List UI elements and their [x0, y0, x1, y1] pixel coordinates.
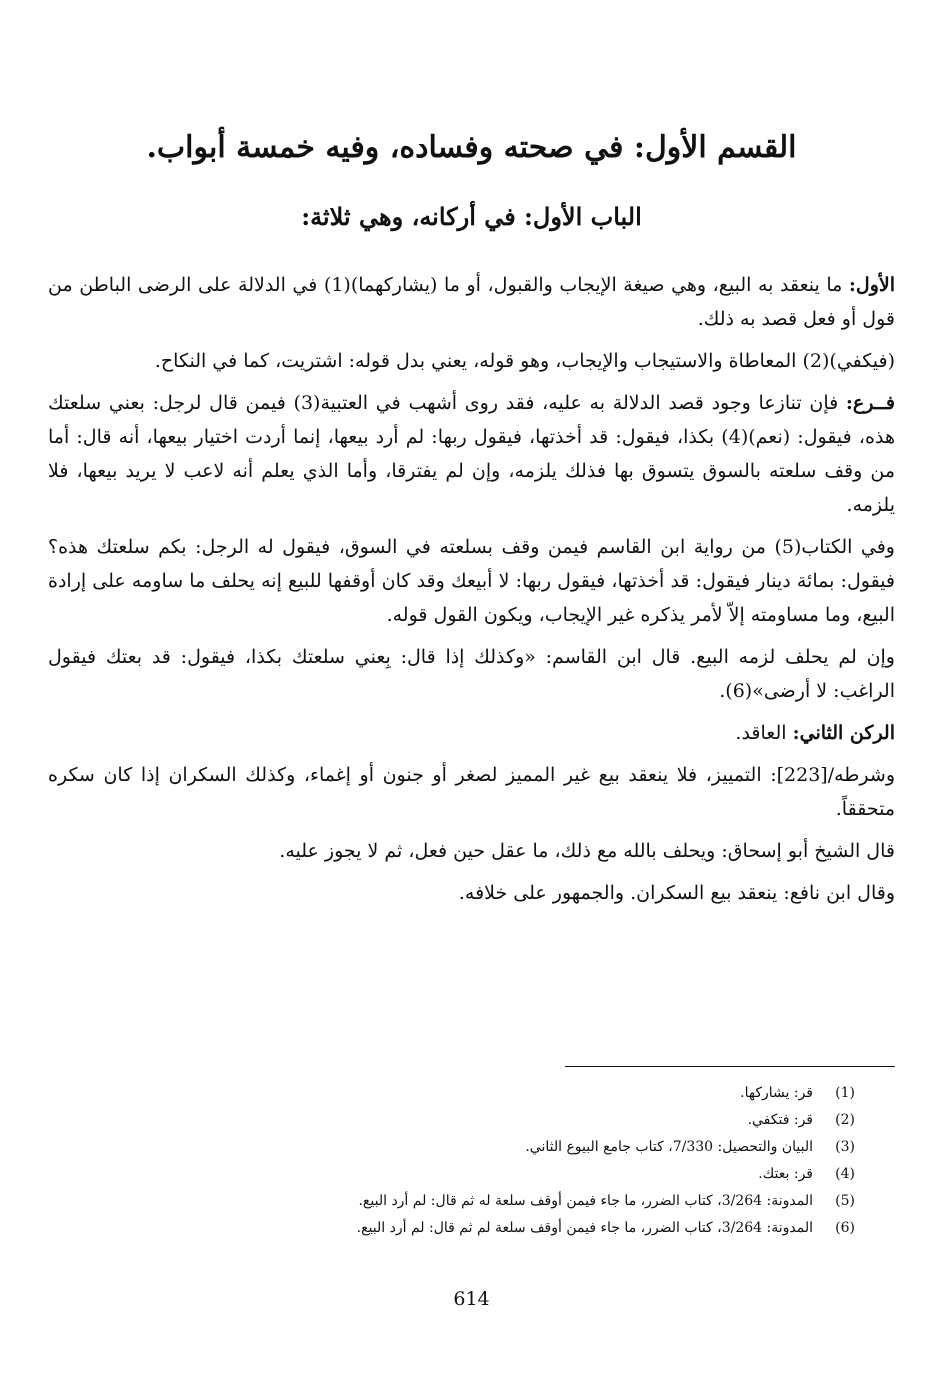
paragraph-text: فإن تنازعا وجود قصد الدلالة به عليه، فقد روى أشهب في العتبية(3) فيمن قال لرجل: بعني سلعتك هذه، فيقول: (نعم)(4) بكذا، فيقول: قد أخذتها، فيقول ربها: لم أرد بيعها، إنما أردت اختيار بيعها، أنه قال: أما من وقف سلعته بالسوق يتسوق بها فذلك يلزمه، وإن لم يفترقا، وأما الذي يعلم أنه لاعب لا يريد بيعها، فلا يلزمه.	[48, 392, 895, 516]
paragraph-text: وفي الكتاب(5) من رواية ابن القاسم فيمن وقف بسلعته في السوق، فيقول له الرجل: بكم سلعتك هذه؟ فيقول: بمائة دينار فيقول: قد أخذتها، فيقول ربها: لا أبيعك وقد كان أوقفها للبيع إنه يحلف ما ساومه على إرادة البيع، وما مساومته إلاّ لأمر يذكره غير الإيجاب، ويكون القول قوله.	[48, 536, 895, 626]
paragraph-text: وشرطه/[223]: التمييز، فلا ينعقد بيع غير المميز لصغر أو جنون أو إغماء، وكذلك السكران إذا كان سكره متحققاً.	[48, 764, 895, 820]
footnote-text: المدونة: 3/264، كتاب الضرر، ما جاء فيمن أوقف سلعة له ثم قال: لم أرد البيع.	[358, 1193, 813, 1209]
footnote-number: (2)	[835, 1112, 855, 1128]
paragraph-3	[48, 386, 895, 522]
footnote-item	[60, 1134, 855, 1161]
paragraph-text: وقال ابن نافع: ينعقد بيع السكران. والجمهور على خلافه.	[458, 882, 895, 904]
footnote-item	[60, 1080, 855, 1107]
footnotes	[60, 1080, 855, 1242]
paragraph-9	[48, 876, 895, 910]
footnote-text: قر: فتكفي.	[747, 1112, 813, 1128]
paragraph-lead: الركن الثاني:	[792, 722, 895, 744]
footnote-number: (3)	[835, 1139, 855, 1155]
paragraph-lead: الأول:	[848, 274, 895, 296]
footnote-divider	[565, 1066, 895, 1067]
chapter-title: الباب الأول: في أركانه، وهي ثلاثة:	[301, 202, 642, 231]
footnote-text: المدونة: 3/264، كتاب الضرر، ما جاء فيمن أوقف سلعة لم ثم قال: لم أرد البيع.	[356, 1220, 813, 1236]
footnote-number: (4)	[835, 1166, 855, 1182]
paragraph-text: قال الشيخ أبو إسحاق: ويحلف بالله مع ذلك، ما عقل حين فعل، ثم لا يجوز عليه.	[279, 840, 895, 862]
footnote-text: قر: بعتك.	[758, 1166, 813, 1182]
footnote-text: البيان والتحصيل: 7/330، كتاب جامع البيوع الثاني.	[525, 1139, 813, 1155]
paragraph-8	[48, 834, 895, 868]
paragraph-1	[48, 268, 895, 336]
paragraph-4	[48, 530, 895, 632]
page-number: 614	[453, 1288, 490, 1310]
footnote-text: قر: يشاركها.	[740, 1085, 813, 1101]
paragraph-2	[48, 344, 895, 378]
footnote-item	[60, 1215, 855, 1242]
section-title: القسم الأول: في صحته وفساده، وفيه خمسة أبواب.	[146, 130, 797, 165]
footnote-number: (5)	[835, 1193, 855, 1209]
body-text	[48, 268, 895, 918]
paragraph-6	[48, 716, 895, 750]
footnote-item	[60, 1107, 855, 1134]
paragraph-text: ما ينعقد به البيع، وهي صيغة الإيجاب والقبول، أو ما (يشاركهما)(1) في الدلالة على الرضى الباطن من قول أو فعل قصد به ذلك.	[48, 274, 895, 330]
paragraph-text: العاقد.	[735, 722, 793, 744]
footnote-item	[60, 1188, 855, 1215]
paragraph-text: (فيكفي)(2) المعاطاة والاستيجاب والإيجاب، وهو قوله، يعني بدل قوله: اشتريت، كما في النكاح.	[154, 350, 895, 372]
paragraph-7	[48, 758, 895, 826]
footnote-item	[60, 1161, 855, 1188]
paragraph-text: وإن لم يحلف لزمه البيع. قال ابن القاسم: «وكذلك إذا قال: بِعني سلعتك بكذا، فيقول: قد بعتك فيقول الراغب: لا أرضى»(6).	[48, 646, 895, 702]
footnote-number: (1)	[835, 1085, 855, 1101]
paragraph-5	[48, 640, 895, 708]
paragraph-lead: فــرع:	[845, 392, 895, 414]
footnote-number: (6)	[835, 1220, 855, 1236]
